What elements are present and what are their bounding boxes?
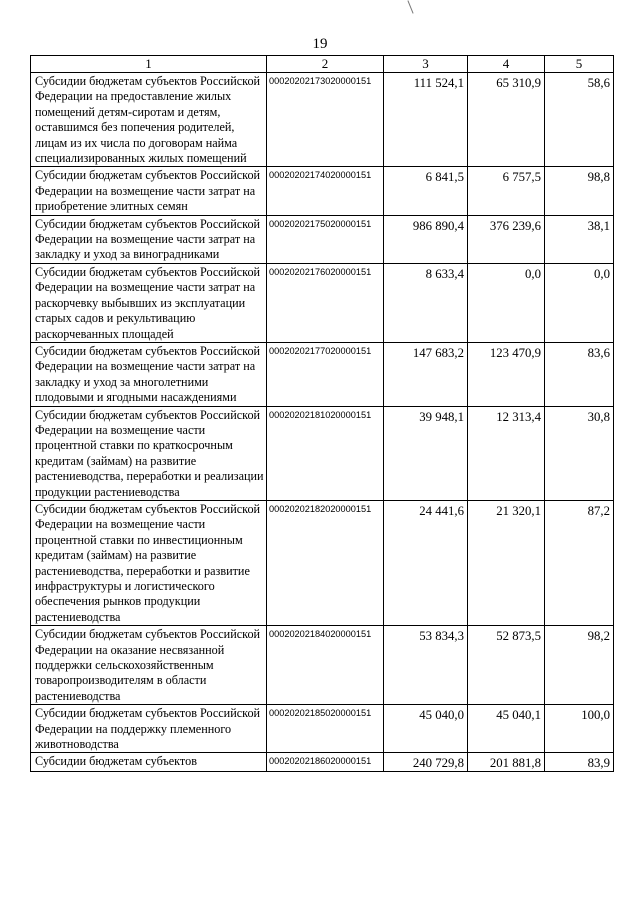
row-fact: 0,0 bbox=[468, 263, 545, 342]
header-col-4: 4 bbox=[468, 56, 545, 73]
row-percent: 87,2 bbox=[545, 500, 614, 625]
row-fact: 21 320,1 bbox=[468, 500, 545, 625]
row-plan: 53 834,3 bbox=[384, 626, 468, 705]
row-percent: 83,9 bbox=[545, 753, 614, 772]
row-percent: 98,8 bbox=[545, 167, 614, 215]
row-code: 00020202174020000151 bbox=[267, 167, 384, 215]
row-plan: 111 524,1 bbox=[384, 73, 468, 167]
row-name: Субсидии бюджетам субъектов Российской Федерации на возмещение части процентной ставки по краткосрочным кредитам (займам) на развитие растениеводства, переработки и реализации продукции растениеводства bbox=[31, 406, 267, 500]
row-code: 00020202173020000151 bbox=[267, 73, 384, 167]
row-name: Субсидии бюджетам субъектов Российской Федерации на возмещение части затрат на закладку и уход за виноградниками bbox=[31, 215, 267, 263]
table-row bbox=[31, 73, 614, 167]
table-row bbox=[31, 342, 614, 406]
row-code: 00020202184020000151 bbox=[267, 626, 384, 705]
header-col-2: 2 bbox=[267, 56, 384, 73]
row-fact: 376 239,6 bbox=[468, 215, 545, 263]
row-name: Субсидии бюджетам субъектов Российской Федерации на возмещение части затрат на закладку и уход за многолетними плодовыми и ягодными насаждениями bbox=[31, 342, 267, 406]
table-row bbox=[31, 500, 614, 625]
row-percent: 83,6 bbox=[545, 342, 614, 406]
row-plan: 986 890,4 bbox=[384, 215, 468, 263]
row-fact: 65 310,9 bbox=[468, 73, 545, 167]
table-row bbox=[31, 263, 614, 342]
row-fact: 45 040,1 bbox=[468, 705, 545, 753]
row-name: Субсидии бюджетам субъектов Российской Федерации на предоставление жилых помещений детям-сиротам и детям, оставшимся без попечения родителей, лицам из их числа по договорам найма специализированных жилых помещений bbox=[31, 73, 267, 167]
row-fact: 201 881,8 bbox=[468, 753, 545, 772]
row-plan: 39 948,1 bbox=[384, 406, 468, 500]
row-name: Субсидии бюджетам субъектов Российской Федерации на оказание несвязанной поддержки сельскохозяйственным товаропроизводителям в области растениеводства bbox=[31, 626, 267, 705]
row-percent: 0,0 bbox=[545, 263, 614, 342]
row-code: 00020202175020000151 bbox=[267, 215, 384, 263]
row-plan: 45 040,0 bbox=[384, 705, 468, 753]
row-plan: 240 729,8 bbox=[384, 753, 468, 772]
table-row bbox=[31, 406, 614, 500]
row-code: 00020202185020000151 bbox=[267, 705, 384, 753]
table-row bbox=[31, 167, 614, 215]
row-name: Субсидии бюджетам субъектов bbox=[31, 753, 267, 772]
row-fact: 12 313,4 bbox=[468, 406, 545, 500]
row-percent: 38,1 bbox=[545, 215, 614, 263]
row-fact: 123 470,9 bbox=[468, 342, 545, 406]
page-number: 19 bbox=[312, 36, 328, 52]
row-percent: 100,0 bbox=[545, 705, 614, 753]
table-row bbox=[31, 705, 614, 753]
header-row bbox=[31, 56, 614, 73]
row-plan: 24 441,6 bbox=[384, 500, 468, 625]
budget-table bbox=[30, 55, 614, 772]
row-fact: 6 757,5 bbox=[468, 167, 545, 215]
row-code: 00020202177020000151 bbox=[267, 342, 384, 406]
row-name: Субсидии бюджетам субъектов Российской Федерации на поддержку племенного животноводства bbox=[31, 705, 267, 753]
header-col-5: 5 bbox=[545, 56, 614, 73]
scan-mark bbox=[407, 0, 413, 13]
row-name: Субсидии бюджетам субъектов Российской Федерации на возмещение части процентной ставки по инвестиционным кредитам (займам) на развитие растениеводства, переработки и развитие инфраструктуры и логистического обеспечения рынков продукции растениеводства bbox=[31, 500, 267, 625]
row-code: 00020202181020000151 bbox=[267, 406, 384, 500]
row-percent: 30,8 bbox=[545, 406, 614, 500]
table-row bbox=[31, 753, 614, 772]
header-col-1: 1 bbox=[31, 56, 267, 73]
row-fact: 52 873,5 bbox=[468, 626, 545, 705]
table-row bbox=[31, 626, 614, 705]
header-col-3: 3 bbox=[384, 56, 468, 73]
row-name: Субсидии бюджетам субъектов Российской Федерации на возмещение части затрат на раскорчевку выбывших из эксплуатации старых садов и рекультивацию раскорчеванных площадей bbox=[31, 263, 267, 342]
row-name: Субсидии бюджетам субъектов Российской Федерации на возмещение части затрат на приобретение элитных семян bbox=[31, 167, 267, 215]
row-plan: 8 633,4 bbox=[384, 263, 468, 342]
row-plan: 6 841,5 bbox=[384, 167, 468, 215]
row-plan: 147 683,2 bbox=[384, 342, 468, 406]
row-percent: 58,6 bbox=[545, 73, 614, 167]
row-code: 00020202176020000151 bbox=[267, 263, 384, 342]
row-code: 00020202186020000151 bbox=[267, 753, 384, 772]
row-code: 00020202182020000151 bbox=[267, 500, 384, 625]
table-row bbox=[31, 215, 614, 263]
row-percent: 98,2 bbox=[545, 626, 614, 705]
